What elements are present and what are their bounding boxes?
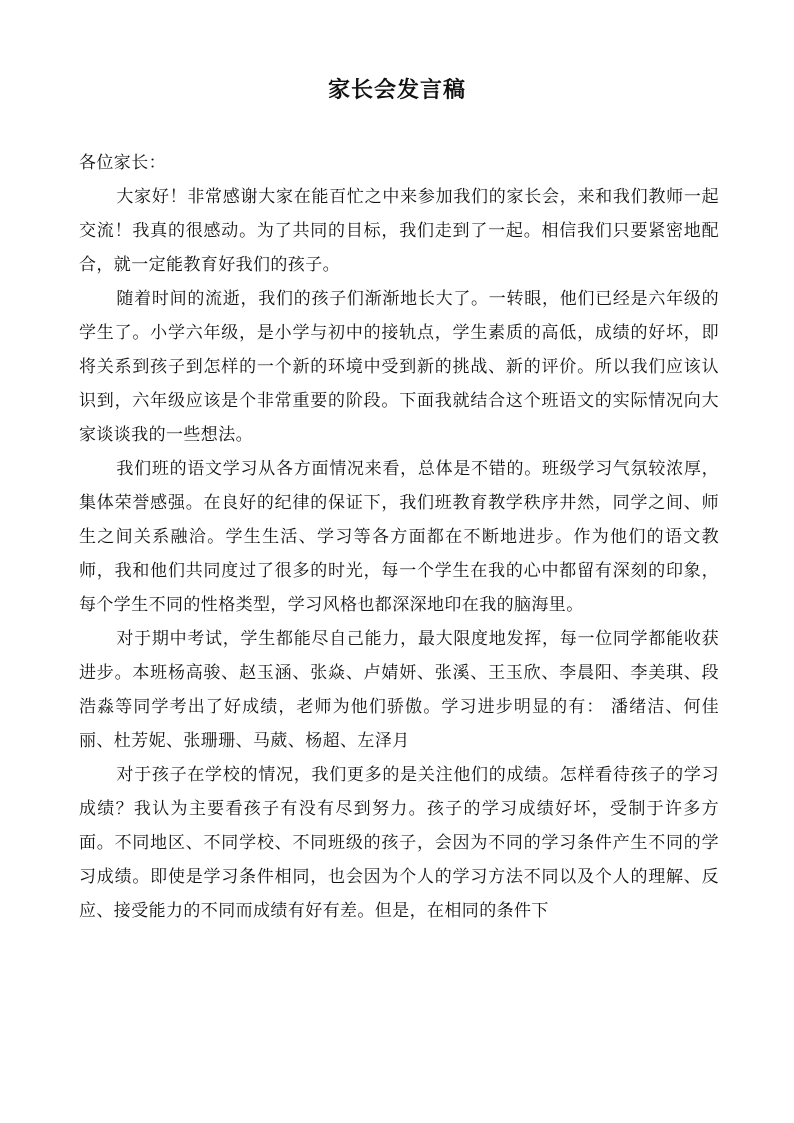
- paragraph-3: 我们班的语文学习从各方面情况来看，总体是不错的。班级学习气氛较浓厚，集体荣誉感强。在良好的纪律的保证下，我们班教育教学秩序井然，同学之间、师生之间关系融洽。学生生活、学习等各方面都在不断地进步。作为他们的语文教师，我和他们共同度过了很多的时光，每一个学生在我的心中都留有深刻的印象，每个学生不同的性格类型，学习风格也都深深地印在我的脑海里。: [79, 459, 719, 615]
- salutation: 各位家长：: [79, 153, 166, 173]
- paragraph-2: 随着时间的流逝，我们的孩子们渐渐地长大了。一转眼，他们已经是六年级的学生了。小学六年级，是小学与初中的接轨点，学生素质的高低，成绩的好坏，即将关系到孩子到怎样的一个新的环境中受到新的挑战、新的评价。所以我们应该认识到，六年级应该是个非常重要的阶段。下面我就结合这个班语文的实际情况向大家谈谈我的一些想法。: [79, 289, 719, 445]
- paragraph-1: 大家好！非常感谢大家在能百忙之中来参加我们的家长会，来和我们教师一起交流！我真的很感动。为了共同的目标，我们走到了一起。相信我们只要紧密地配合，就一定能教育好我们的孩子。: [79, 187, 719, 275]
- document-body: [79, 146, 719, 928]
- paragraph-4: 对于期中考试，学生都能尽自己能力，最大限度地发挥，每一位同学都能收获进步。本班杨高骏、赵玉涵、张焱、卢婧妍、张溪、王玉欣、李晨阳、李美琪、段浩淼等同学考出了好成绩，老师为他们骄傲。学习进步明显的有： 潘绪洁、何佳丽、杜芳妮、张珊珊、马葳、杨超、左泽月: [79, 629, 719, 751]
- document-title: 家长会发言稿: [327, 77, 466, 103]
- paragraph-5: 对于孩子在学校的情况，我们更多的是关注他们的成绩。怎样看待孩子的学习成绩？我认为主要看孩子有没有尽到努力。孩子的学习成绩好坏，受制于许多方面。不同地区、不同学校、不同班级的孩子，会因为不同的学习条件产生不同的学习成绩。即使是学习条件相同，也会因为个人的学习方法不同以及个人的理解、反应、接受能力的不同而成绩有好有差。但是，在相同的条件下: [79, 765, 719, 921]
